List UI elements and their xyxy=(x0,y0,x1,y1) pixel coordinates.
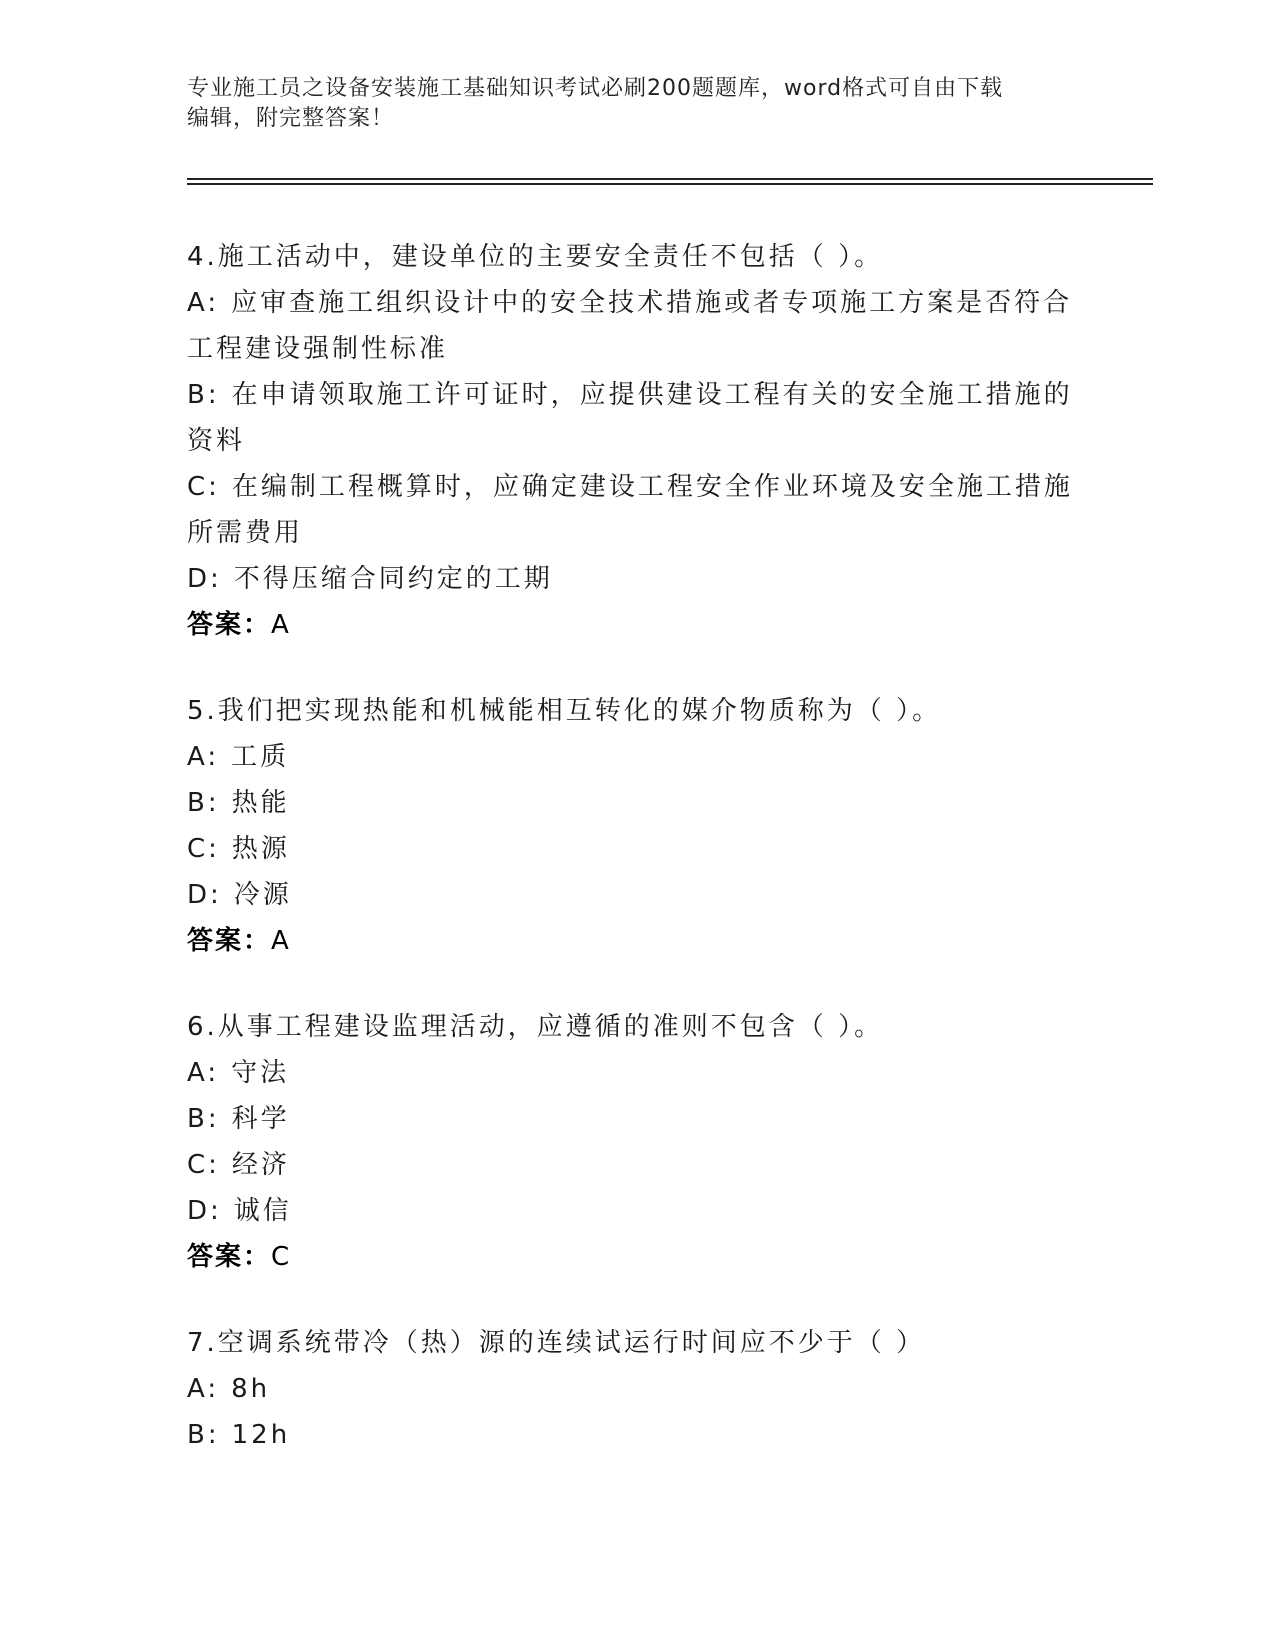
option-key: B: xyxy=(187,1104,220,1134)
option-text: 12h xyxy=(231,1420,291,1450)
option-d xyxy=(187,872,1087,918)
answer-value: C xyxy=(271,1242,292,1272)
question-list xyxy=(187,234,1087,1498)
header-divider-bottom xyxy=(187,183,1153,185)
answer-label: 答案： xyxy=(187,1242,272,1272)
option-text: 守法 xyxy=(231,1058,290,1088)
option-text: 在编制工程概算时，应确定建设工程安全作业环境及安全施工措施所需费用 xyxy=(187,472,1073,548)
question-stem: 4.施工活动中，建设单位的主要安全责任不包括（ ）。 xyxy=(187,242,884,272)
answer-value: A xyxy=(271,610,291,640)
answer-value: A xyxy=(271,926,291,956)
option-text: 科学 xyxy=(231,1104,290,1134)
option-key: D: xyxy=(187,564,222,594)
option-key: D: xyxy=(187,880,222,910)
question-stem: 6.从事工程建设监理活动，应遵循的准则不包含（ ）。 xyxy=(187,1012,884,1042)
option-c xyxy=(187,464,1087,556)
option-a xyxy=(187,1050,1087,1096)
answer-line xyxy=(187,602,1087,648)
answer-label: 答案： xyxy=(187,926,272,956)
question-7 xyxy=(187,1320,1087,1458)
option-d xyxy=(187,556,1087,602)
header-line-1: 专业施工员之设备安装施工基础知识考试必刷200题题库，word格式可自由下载 xyxy=(187,76,1004,101)
option-text: 冷源 xyxy=(233,880,292,910)
answer-line xyxy=(187,918,1087,964)
option-a xyxy=(187,1366,1087,1412)
option-text: 热源 xyxy=(231,834,290,864)
option-b xyxy=(187,1412,1087,1458)
option-text: 工质 xyxy=(231,742,290,772)
option-d xyxy=(187,1188,1087,1234)
option-a xyxy=(187,280,1087,372)
option-key: C: xyxy=(187,834,220,864)
option-c xyxy=(187,1142,1087,1188)
option-key: C: xyxy=(187,1150,220,1180)
option-key: B: xyxy=(187,380,220,410)
document-header xyxy=(187,74,1087,134)
option-c xyxy=(187,826,1087,872)
header-divider-top xyxy=(187,178,1153,180)
option-text: 应审查施工组织设计中的安全技术措施或者专项施工方案是否符合工程建设强制性标准 xyxy=(187,288,1073,364)
option-key: A: xyxy=(187,1374,220,1404)
question-4 xyxy=(187,234,1087,648)
option-text: 8h xyxy=(231,1374,271,1404)
header-line-2: 编辑，附完整答案！ xyxy=(187,106,395,131)
option-key: D: xyxy=(187,1196,222,1226)
option-key: A: xyxy=(187,1058,220,1088)
option-key: B: xyxy=(187,788,220,818)
option-b xyxy=(187,780,1087,826)
question-stem: 7.空调系统带冷（热）源的连续试运行时间应不少于（ ） xyxy=(187,1328,926,1358)
option-text: 在申请领取施工许可证时，应提供建设工程有关的安全施工措施的资料 xyxy=(187,380,1073,456)
option-b xyxy=(187,1096,1087,1142)
question-stem: 5.我们把实现热能和机械能相互转化的媒介物质称为（ ）。 xyxy=(187,696,942,726)
option-key: A: xyxy=(187,742,220,772)
option-key: A: xyxy=(187,288,220,318)
answer-label: 答案： xyxy=(187,610,272,640)
option-text: 不得压缩合同约定的工期 xyxy=(233,564,553,594)
option-key: B: xyxy=(187,1420,220,1450)
answer-line xyxy=(187,1234,1087,1280)
question-5 xyxy=(187,688,1087,964)
option-a xyxy=(187,734,1087,780)
option-text: 热能 xyxy=(231,788,290,818)
option-text: 经济 xyxy=(231,1150,290,1180)
option-text: 诚信 xyxy=(233,1196,292,1226)
question-6 xyxy=(187,1004,1087,1280)
option-key: C: xyxy=(187,472,220,502)
option-b xyxy=(187,372,1087,464)
